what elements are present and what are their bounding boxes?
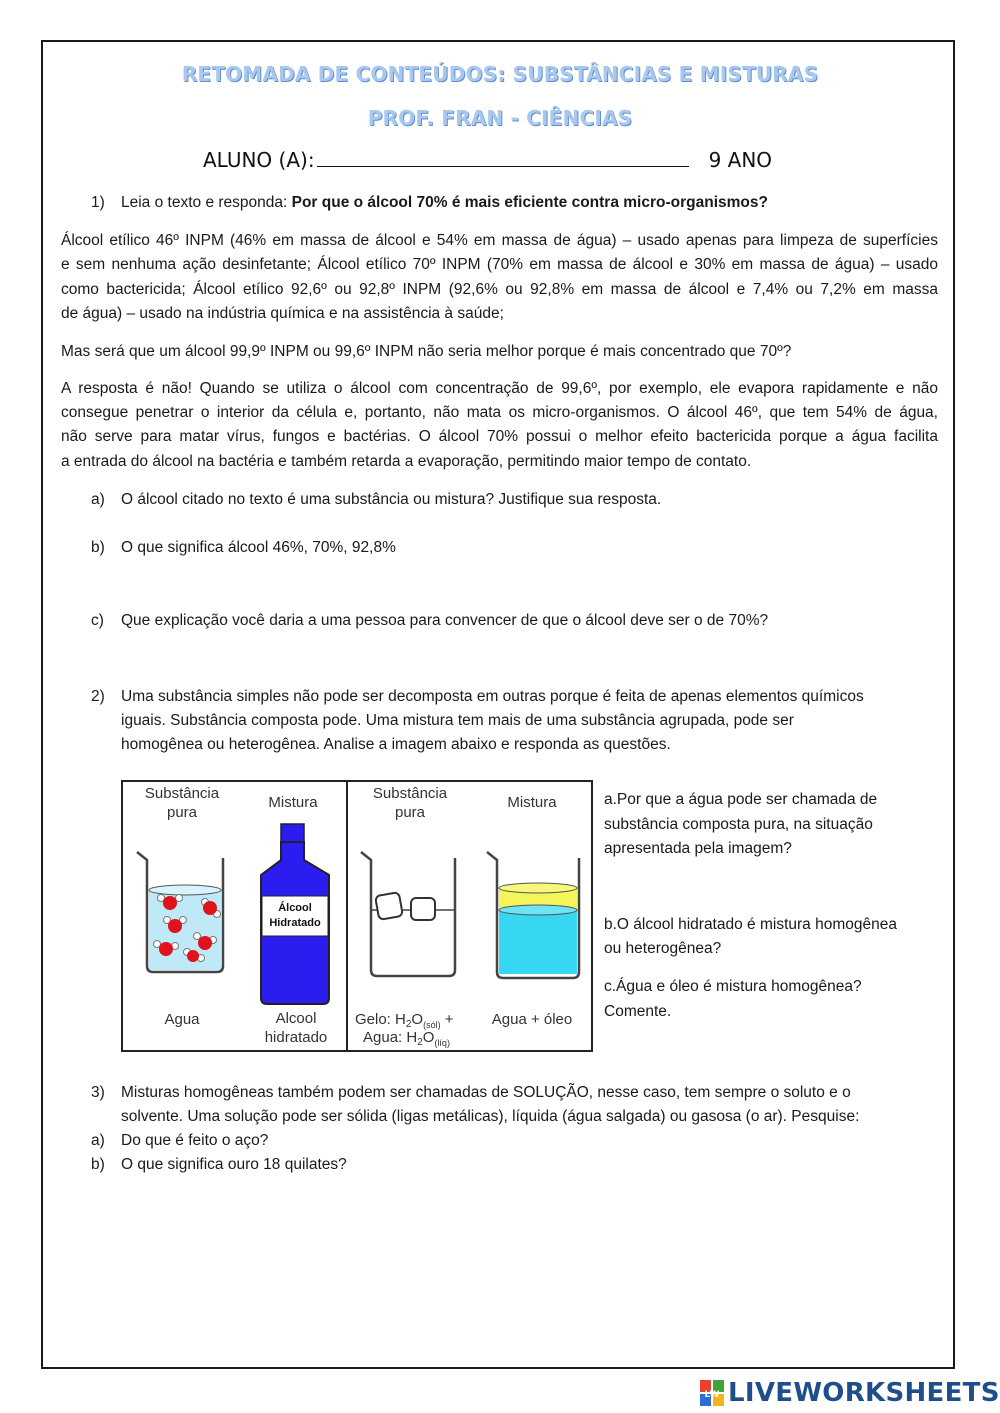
col3-top-label-1: Substância	[372, 785, 448, 802]
bottle-label-text-2: Hidratado	[269, 917, 321, 929]
q3a-letter: a)	[91, 1132, 105, 1149]
q2-line: Uma substância simples não pode ser decomposta em outras porque é feita de apenas elementos químicos	[121, 688, 864, 705]
side-line: ou heterogênea?	[604, 940, 722, 957]
q1-prompt-text: Leia o texto e responda:	[121, 194, 292, 211]
col2-bottom-label-2: hidratado	[264, 1029, 328, 1046]
q1-prompt-bold: Por que o álcool 70% é mais eficiente contra micro-organismos?	[291, 194, 768, 211]
q1a-letter: a)	[91, 491, 105, 508]
col1-top-label-2: pura	[166, 804, 198, 821]
q2-line: iguais. Substância composta pode. Uma mistura tem mais de uma substância agrupada, pode ser	[121, 712, 794, 729]
side-line: a.Por que a água pode ser chamada de	[604, 791, 878, 808]
worksheet-subtitle: PROF. FRAN - CIÊNCIAS	[367, 106, 633, 130]
side-line: apresentada pela imagem?	[604, 840, 792, 857]
col4-top-label: Mistura	[507, 794, 557, 811]
liveworksheets-logo-text: LIVEWORKSHEETS	[728, 1378, 1000, 1408]
side-line: Comente.	[604, 1003, 672, 1020]
paragraph-line: de água) – usado na indústria química e na assistência à saúde;	[61, 305, 504, 322]
paragraph-line: a entrada do álcool na bactéria e também retarda a evaporação, permitindo maior tempo de contato.	[61, 453, 752, 470]
col4-bottom-label: Agua + óleo	[491, 1011, 573, 1028]
water-formula: Agua: $H_2O_{(líq)}$	[363, 1029, 450, 1048]
q1-paragraph-2: Mas será que um álcool 99,9º INPM ou 99,6º INPM não seria melhor porque é mais concentrado que 70º?	[61, 343, 792, 360]
q3-number: 3)	[91, 1084, 105, 1101]
q3b-text: O que significa ouro 18 quilates?	[121, 1156, 347, 1173]
q3a-text: Do que é feito o aço?	[121, 1132, 269, 1149]
bottle-label-text-1: Álcool	[278, 902, 312, 914]
q1b-letter: b)	[91, 539, 105, 556]
q1a-text: O álcool citado no texto é uma substância ou mistura? Justifique sua resposta.	[121, 491, 662, 508]
col2-top-label: Mistura	[268, 794, 318, 811]
liveworksheets-logo-icon	[700, 1380, 724, 1406]
grade-label: 9 ANO	[708, 148, 773, 172]
q1c-text: Que explicação você daria a uma pessoa para convencer de que o álcool deve ser o de 70%?	[121, 612, 769, 629]
liveworksheets-logo[interactable]	[700, 1377, 1000, 1409]
paragraph-line: A resposta é não! Quando se utiliza o álcool com concentração de 99,6º, por exemplo, ele evapora rapidamente e não	[61, 380, 938, 397]
q3-line: solvente. Uma solução pode ser sólida (ligas metálicas), líquida (água salgada) ou gasosa (o ar). Pesquise:	[121, 1108, 860, 1125]
substances-mixtures-figure	[121, 780, 593, 1052]
q2-number: 2)	[91, 688, 105, 705]
student-name-line	[203, 148, 772, 172]
ice-formula: Gelo: $H_2O_{(sól)}$ +	[355, 1011, 454, 1030]
paragraph-line: como bactericida; Álcool etílico 92,6º ou 92,8º INPM (92,6% ou 92,8% em massa de álcool e 7,4% ou 7,2% em massa	[61, 281, 938, 298]
water-layer	[499, 910, 577, 974]
worksheet-title: RETOMADA DE CONTEÚDOS: SUBSTÂNCIAS E MISTURAS	[181, 62, 819, 86]
bottle-cap	[281, 824, 304, 842]
water-surface	[149, 885, 221, 895]
paragraph-line: não serve para matar vírus, fungos e bactérias. O álcool 70% possui o melhor efeito bactericida porque a água facilita	[61, 428, 938, 445]
side-line: c.Água e óleo é mistura homogênea?	[604, 978, 862, 995]
q3b-letter: b)	[91, 1156, 105, 1173]
oil-surface	[499, 883, 577, 893]
student-name-blank[interactable]	[317, 150, 689, 167]
col1-top-label-1: Substância	[144, 785, 220, 802]
ice-cube	[411, 898, 435, 920]
paragraph-line: Álcool etílico 46º INPM (46% em massa de álcool e 54% em massa de água) – usado apenas para limpeza de superfícies	[61, 232, 938, 249]
student-label: ALUNO (A):	[203, 148, 315, 172]
q1-prompt	[121, 191, 768, 215]
paragraph-line: e sem nenhuma ação desinfetante; Álcool etílico 70º INPM (70% em massa de álcool e 30% em massa de água) – usado	[61, 256, 938, 273]
paragraph-line: consegue penetrar o interior da célula e, portanto, não mata os micro-organismos. O álcool 46º, que tem 54% de água,	[61, 404, 938, 421]
ice-cube	[375, 892, 403, 920]
q1b-text: O que significa álcool 46%, 70%, 92,8%	[121, 539, 396, 556]
col1-bottom-label: Agua	[164, 1011, 200, 1028]
side-line: substância composta pura, na situação	[604, 816, 873, 833]
q3-line: Misturas homogêneas também podem ser chamadas de SOLUÇÃO, nesse caso, tem sempre o soluto e o	[121, 1084, 851, 1101]
col3-top-label-2: pura	[394, 804, 426, 821]
col2-bottom-label-1: Alcool	[275, 1010, 317, 1027]
q2-line: homogênea ou heterogênea. Analise a imagem abaixo e responda as questões.	[121, 736, 671, 753]
svg-text:LW: LW	[704, 1390, 720, 1400]
q1c-letter: c)	[91, 612, 104, 629]
q1-number: 1)	[91, 194, 105, 211]
side-line: b.O álcool hidratado é mistura homogênea	[604, 916, 897, 933]
water-surface	[499, 905, 577, 915]
